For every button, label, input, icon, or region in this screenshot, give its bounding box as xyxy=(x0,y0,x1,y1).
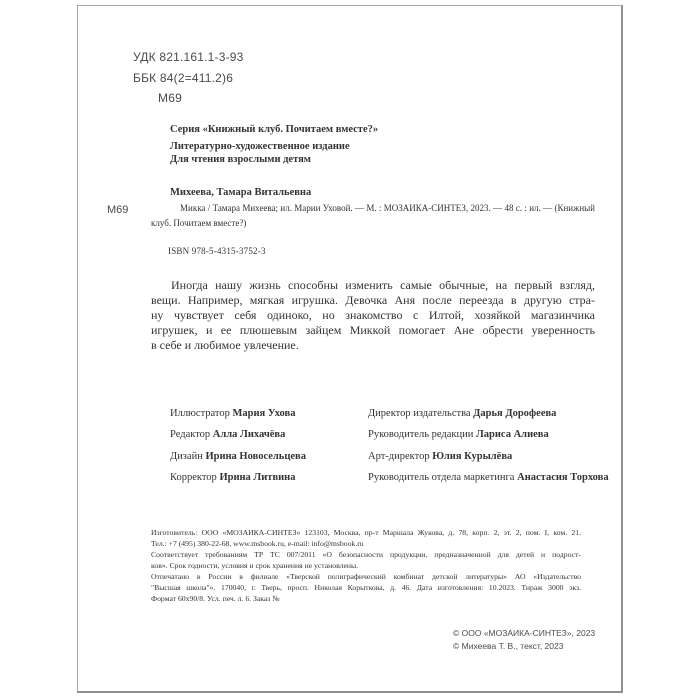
bbk-code: ББК 84(2=411.2)6 xyxy=(133,70,234,85)
author-heading: Михеева, Тамара Витальевна xyxy=(170,187,312,198)
credit-name: Лариса Алиева xyxy=(475,429,549,441)
credit-role: Корректор xyxy=(170,471,217,483)
edition-type: Литературно-художественное издание xyxy=(170,140,350,152)
credit-name: Мария Ухова xyxy=(232,408,296,419)
credit-role: Руководитель редакции xyxy=(368,429,474,441)
credit-row xyxy=(170,467,306,488)
credit-role: Редактор xyxy=(170,429,211,441)
edition-audience: Для чтения взрослыми детям xyxy=(170,154,311,165)
credit-row xyxy=(170,403,306,424)
imprint-fine-print xyxy=(151,527,581,604)
annotation-line: ну чувствует себя одиноко, но знакомство с Илтой, хозяйкой магазинчика xyxy=(151,308,595,322)
classification-block xyxy=(133,47,244,109)
book-imprint-page xyxy=(77,5,623,693)
credit-role: Арт-директор xyxy=(368,450,430,462)
bib-line: Микка / Тамара Михеева; ил. Марии Уховой. — М. : МОЗАИКА-СИНТЕЗ, 2023. — 48 с. : ил. — (Книжный xyxy=(180,203,595,213)
imprint-line: Изготовитель: ООО «МОЗАИКА-СИНТЕЗ» 123103, Москва, пр-т Маршала Жукова, д. 78, корп. 2, эт. 2, пом. I, ком. 21. xyxy=(151,528,581,537)
credit-row xyxy=(170,446,306,467)
credit-row xyxy=(368,403,609,424)
credit-name: Дарья Дорофеева xyxy=(473,408,557,419)
annotation-line: Иногда нашу жизнь способны изменить самые обычные, на первый взгляд, xyxy=(171,278,595,292)
credit-row xyxy=(368,424,609,445)
credit-name: Юлия Курылёва xyxy=(432,450,513,462)
credit-role: Директор издательства xyxy=(368,408,471,419)
imprint-line: Тел.: +7 (495) 380-22-68, www.msbook.ru, e-mail: info@msbook.ru xyxy=(151,539,364,548)
credit-name: Ирина Литвина xyxy=(219,471,296,483)
imprint-line: ков». Срок годности, условия и срок хранения не установлены. xyxy=(151,561,359,570)
credit-role: Дизайн xyxy=(170,450,203,462)
credit-name: Анастасия Торхова xyxy=(517,471,609,483)
copyright-line: © Михеева Т. В., текст, 2023 xyxy=(453,640,564,651)
udk-code: УДК 821.161.1-3-93 xyxy=(133,50,244,64)
isbn: ISBN 978-5-4315-3752-3 xyxy=(168,246,266,256)
credit-row xyxy=(170,424,306,445)
credits-column-left xyxy=(170,403,306,488)
credit-row xyxy=(368,446,609,467)
credit-name: Алла Лихачёва xyxy=(212,429,286,441)
edition-info-block xyxy=(170,123,378,167)
credits-column-right xyxy=(368,403,609,488)
bib-margin-code: М69 xyxy=(107,204,129,216)
annotation-line: игрушек, и ее плюшевым зайцем Миккой помогает Ане обрести уверенность xyxy=(151,323,595,337)
imprint-line: "Высшая школа"». 170040, г. Тверь, просп. Николая Корыткова, д. 46. Дата изготовления: 10.2023. Тираж 3000 экз. xyxy=(151,583,581,592)
annotation-line: вещи. Например, мягкая игрушка. Девочка Аня после переезда в другую стра- xyxy=(151,293,595,307)
author-sign-code: М69 xyxy=(158,91,182,105)
series-title: Серия «Книжный клуб. Почитаем вместе?» xyxy=(170,124,379,135)
imprint-line: Отпечатано в России в филиале «Тверской полиграфический комбинат детской литературы» АО «Издательство xyxy=(151,572,581,581)
credit-role: Иллюстратор xyxy=(170,408,230,419)
annotation-line: в себе и любимое увлечение. xyxy=(151,338,299,352)
credit-row xyxy=(368,467,609,488)
credit-role: Руководитель отдела маркетинга xyxy=(368,471,515,483)
imprint-line: Соответствует требованиям ТР ТС 007/2011 «О безопасности продукции, предназначенной для детей и подрост- xyxy=(151,550,581,559)
bib-line: клуб. Почитаем вместе?) xyxy=(151,218,247,228)
credit-name: Ирина Новосельцева xyxy=(205,450,306,462)
annotation xyxy=(151,278,595,353)
copyright-block xyxy=(453,627,595,652)
copyright-line: © ООО «МОЗАИКА-СИНТЕЗ», 2023 xyxy=(453,628,596,638)
imprint-line: Формат 60x90/8. Усл. печ. л. 6. Заказ № xyxy=(151,594,280,603)
bibliographic-entry xyxy=(151,201,595,231)
